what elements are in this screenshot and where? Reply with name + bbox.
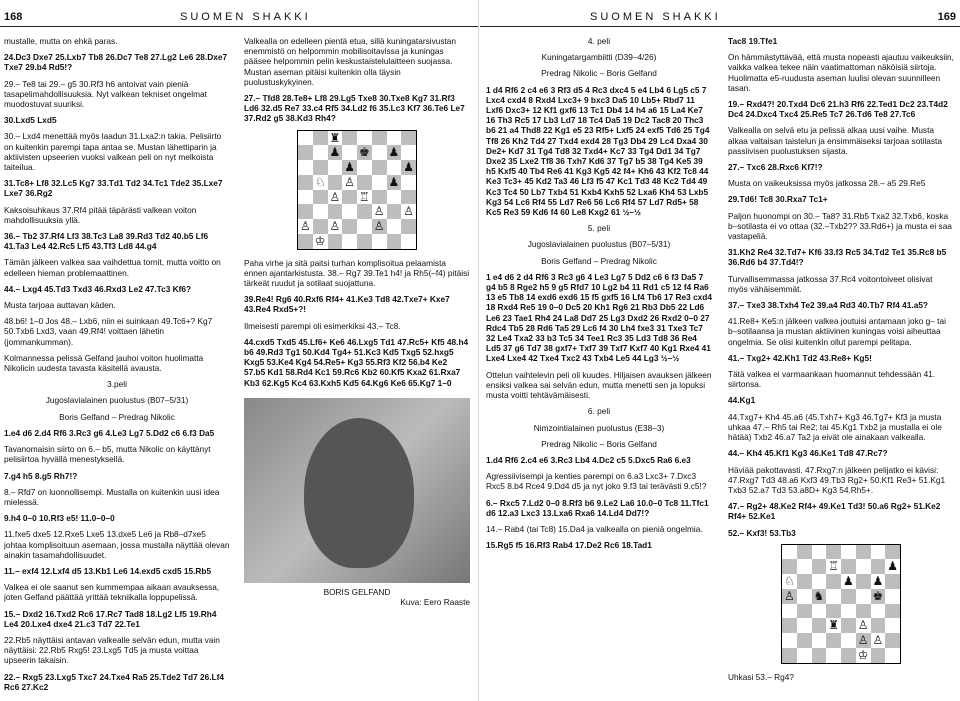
- commentary-paragraph: 29.– Te8 tai 29.– g5 30.Rf3 h6 antoivat vain pieniä tasapelimahdollisuuksia. Nyt valkean tekniset ongelmat muodostuvat suuriksi.: [4, 78, 207, 110]
- board-square: ♙: [872, 633, 884, 648]
- move-text: 44.Kg1: [728, 395, 756, 406]
- move-text: Tac8 19.Tfe1: [728, 36, 778, 46]
- commentary-paragraph: Boris Gelfand – Predrag Nikolic: [59, 411, 175, 422]
- move-text: 6.– Rxc5 7.Ld2 0–0 8.Rf3 b6 9.Le2 La6 10.0–0 Tc8 11.Tfc1 d6 12.a3 Lxc3 13.Lxa6 Rxa6 14.Ld4 Dd7!?: [486, 497, 709, 518]
- board-square: [885, 618, 900, 633]
- move-text: 9.h4 0–0 10.Rf3 e5! 11.0–0–0: [4, 513, 115, 524]
- board-square: ♟: [872, 574, 884, 589]
- running-title: SUOMEN SHAKKI: [180, 11, 311, 23]
- move-text: 44.– Kh4 45.Kf1 Kg3 46.Ke1 Td8 47.Rc7?: [728, 448, 888, 459]
- board-square: [797, 559, 812, 574]
- board-square: [298, 145, 313, 160]
- board-square: [357, 160, 372, 175]
- board-square: [871, 618, 886, 633]
- board-square: [841, 545, 856, 560]
- board-square: [856, 545, 871, 560]
- move-text: 1.d4 Rf6 2.c4 e6 3.Rc3 Lb4 4.Dc2 c5 5.Dxc5 Ra6 6.e3: [486, 454, 691, 465]
- board-square: ♙: [299, 219, 311, 234]
- board-square: [313, 160, 328, 175]
- commentary-paragraph: 48.b6! 1–0 Jos 48.– Lxb6, niin ei suinkaan 49.Tc6+? Kg7 50.Txb6 Lxd3, vaan 49.Rf4! voittaen lähetin (jommankumman).: [4, 316, 213, 347]
- board-square: [782, 633, 797, 648]
- board-square: [298, 234, 313, 249]
- commentary-paragraph: 14.– Rab4 (tai Tc8) 15.Da4 ja valkealla on pieniä ongelmia.: [486, 523, 703, 534]
- board-square: [797, 604, 812, 619]
- commentary-paragraph: Tämän jälkeen valkea saa vaihdettua tornit, mutta voitto on edelleen hieman problemaattinen.: [4, 257, 221, 278]
- move-text: 39.Re4! Rg6 40.Rxf6 Rf4+ 41.Ke3 Td8 42.Txe7+ Kxe7 43.Re4 Rxd5+?!: [244, 294, 450, 315]
- board-square: [812, 545, 827, 560]
- board-square: [357, 234, 372, 249]
- commentary-paragraph: Boris Gelfand – Predrag Nikolic: [541, 255, 657, 266]
- board-square: [856, 559, 871, 574]
- left-page: [0, 0, 479, 701]
- board-square: [797, 618, 812, 633]
- board-square: ♙: [344, 174, 355, 189]
- right-column-2: [728, 36, 954, 696]
- commentary-paragraph: Musta tarjoaa auttavan käden.: [4, 300, 116, 311]
- board-square: [342, 131, 357, 146]
- commentary-paragraph: 4. peli: [587, 36, 611, 46]
- board-square: [782, 648, 797, 663]
- photo-caption: BORIS GELFAND: [323, 586, 391, 597]
- board-square: ♟: [344, 160, 355, 175]
- board-square: [342, 190, 357, 205]
- board-square: [387, 160, 402, 175]
- commentary-paragraph: 11.fxe5 dxe5 12.Rxe5 Lxe5 13.dxe5 Le6 ja Rb8–d7xe5 johtaa komplisoituun asemaan, jossa mustalla näyttää olevan ainakin tasamahdollisuudet.: [4, 529, 230, 560]
- board-square: ♖: [358, 189, 370, 204]
- board-square: [841, 633, 856, 648]
- board-square: [871, 604, 886, 619]
- board-square: ♘: [314, 174, 326, 189]
- move-text: 36.– Tb2 37.Rf4 Lf3 38.Tc3 La8 39.Rd3 Td2 40.b5 Lf6 41.Ta3 Le4 42.Rc5 Lf5 43.Tf3 Ld8 44.g4: [4, 231, 209, 252]
- board-square: ♟: [887, 559, 898, 574]
- board-square: [401, 175, 416, 190]
- page-number: 168: [4, 11, 23, 23]
- board-square: ♟: [388, 174, 400, 189]
- commentary-paragraph: Tavanomaisin siirto on 6.– b5, mutta Nikolic on käyttänyt pelisiirtoa hyvällä menestyksellä.: [4, 444, 211, 465]
- commentary-paragraph: Häviää pakottavasti. 47.Rxg7:n jälkeen pelijatko ei kävisi: 47.Rxg7 Td3 48.a6 Kxf3 49.Tb3 Rg2+ 50.Kf1 Re3+ 51.Kg1 Txb3 52.a7 Td3 53.a8D+ Kg3 54.Rh5+.: [728, 464, 946, 495]
- board-square: [812, 648, 827, 663]
- left-column-2-bottom: [244, 258, 470, 388]
- running-title: SUOMEN SHAKKI: [590, 11, 721, 23]
- board-square: [826, 589, 841, 604]
- move-text: 27.– Txc6 28.Rxc6 Kf7!?: [728, 162, 823, 173]
- board-square: [401, 131, 416, 146]
- commentary-paragraph: 41.Re8+ Ke5:n jälkeen valkea joutuisi antamaan joko g– tai b–sotilaansa ja mustan aktiivinen kuningas voisi aiheuttaa ongelmia. Se olisi kuitenkin ollut parempi pelitapa.: [728, 316, 946, 347]
- board-square: [401, 219, 416, 234]
- commentary-paragraph: Kolmannessa pelissä Gelfand jauhoi voiton huolimatta Nikolicin uudesta tavasta käsitellä avausta.: [4, 352, 204, 374]
- board-square: ♙: [373, 204, 385, 219]
- commentary-paragraph: Turvallisemmassa jatkossa 37.Rc4 voitontoiveet olisivat myös vähäisemmät.: [728, 273, 933, 294]
- board-square: [313, 219, 328, 234]
- board-square: [387, 204, 402, 219]
- commentary-paragraph: Jugoslavialainen puolustus (B07–5/31): [45, 395, 189, 406]
- board-square: [841, 559, 856, 574]
- board-square: [387, 234, 402, 249]
- commentary-paragraph: 5. peli: [587, 223, 611, 234]
- board-square: [782, 618, 797, 633]
- move-text: 15.– Dxd2 16.Txd2 Rc6 17.Rc7 Tad8 18.Lg2 Lf5 19.Rh4 Le4 20.Lxe4 dxe4 21.c3 Td7 22.Te1: [4, 608, 217, 629]
- commentary-paragraph: Musta on vaikeuksissa myös jatkossa 28.– a5 29.Re5: [728, 178, 926, 189]
- board-square: [885, 574, 900, 589]
- left-column-2: [244, 36, 470, 696]
- board-square: ♙: [403, 204, 414, 219]
- board-square: [885, 589, 900, 604]
- board-square: [782, 604, 797, 619]
- board-square: [372, 145, 387, 160]
- board-square: ♟: [403, 160, 414, 175]
- commentary-paragraph: Kuningatargambiitti (D39–4/26): [541, 52, 657, 63]
- portrait-photo: [244, 398, 470, 583]
- commentary-paragraph: Valkealla on edelleen pientä etua, sillä kuningatarsivustan enemmistö on helpommin mobilisoitavissa ja kuningas pääsee helpommin pelin keskustaistelulaitteen suojassa. Mustan aseman pitäisi kuitenkin olla täysin puolustuskykyinen.: [244, 36, 457, 87]
- right-column-2-tail: [728, 672, 954, 682]
- board-square: [812, 559, 827, 574]
- board-square: [871, 559, 886, 574]
- board-square: [826, 604, 841, 619]
- move-text: 47.– Rg2+ 48.Ke2 Rf4+ 49.Ke1 Td3! 50.a6 Rg2+ 51.Ke2 Rf4+ 52.Ke1: [728, 501, 941, 522]
- board-square: ♟: [388, 145, 400, 160]
- move-text: 24.Dc3 Dxe7 25.Lxb7 Tb8 26.Dc7 Te8 27.Lg2 Le6 28.Dxe7 Txe7 29.b4 Rd5!?: [4, 52, 228, 73]
- board-square: [387, 190, 402, 205]
- board-square: [357, 175, 372, 190]
- board-square: [298, 190, 313, 205]
- move-text: 44.– Lxg4 45.Td3 Txd3 46.Rxd3 Le2 47.Tc3 Kf6?: [4, 283, 192, 294]
- board-square: [812, 618, 827, 633]
- board-square: [372, 175, 387, 190]
- commentary-paragraph: Paha virhe ja sitä paitsi turhan komplisoitua pelaamista ennen ajantarkistusta. 38.– Rg7 39.Te1 h4! ja Rh5(–f4) pitäisi tärkeät ruudut ja sotilaat suojattuna.: [244, 257, 470, 289]
- move-text: 11.– exf4 12.Lxf4 d5 13.Kb1 Le6 14.exd5 cxd5 15.Rb5: [4, 565, 212, 576]
- board-square: ♙: [857, 618, 869, 633]
- move-text: 7.g4 h5 8.g5 Rh7!?: [4, 470, 78, 481]
- commentary-paragraph: Uhkasi 53.– Rg4?: [728, 671, 794, 682]
- board-square: [313, 145, 328, 160]
- move-text: 30.Lxd5 Lxd5: [4, 115, 57, 126]
- board-square: [401, 145, 416, 160]
- board-square: [342, 204, 357, 219]
- board-square: [328, 234, 343, 249]
- board-square: [797, 589, 812, 604]
- board-square: [885, 604, 900, 619]
- commentary-paragraph: Agressiivisempi ja kenties parempi on 6.a3 Lxc3+ 7.Dxc3 Rxc5 8.b4 Rce4 9.Dd4 d5 ja nyt joko 9.f3 tai terävästi 9.c5!?: [486, 471, 707, 492]
- commentary-paragraph: Ottelun vaihtelevin peli oli kuudes. Hiljaisen avauksen jälkeen ensiksi valkea sai selvän edun, mutta menetti sen ja lopuksi musta voitti tehtävämäisesti.: [486, 369, 712, 401]
- board-square: ♙: [329, 219, 341, 234]
- commentary-paragraph: On hämmästyttävää, että musta nopeasti ajautuu vaikeuksiin, vaikka valkea tekee näin vaatimattoman näköisiä siirtoja. Huolimatta e5-ruudusta aseman luulisi olevan suunnilleen tasan.: [728, 52, 954, 93]
- commentary-paragraph: Predrag Nikolic – Boris Gelfand: [541, 438, 657, 449]
- board-square: [401, 234, 416, 249]
- board-square: ♙: [783, 588, 795, 603]
- commentary-paragraph: Jugoslavialainen puolustus (B07–5/31): [527, 239, 671, 250]
- chess-diagram: [297, 130, 417, 250]
- board-square: [313, 204, 328, 219]
- board-square: [298, 175, 313, 190]
- move-text: 41.– Txg2+ 42.Kh1 Td2 43.Re8+ Kg5!: [728, 352, 872, 363]
- move-text: 1 d4 Rf6 2 c4 e6 3 Rf3 d5 4 Rc3 dxc4 5 e4 Lb4 6 Lg5 c5 7 Lxc4 cxd4 8 Rxd4 Lxc3+ 9 bxc3 Da5 10 Lb5+ Rbd7 11 Lxf6 Dxc3+ 12 Kf1 gxf6 13 Tc1 Db4 14 h4 a6 15 La4 Ke7 16 Th3 Rc5 17 Lb3 Ld7 18 Tc4 Da5 19 Dc2 Tac8 20 Thc3 b6 21 a4 Thd8 22 Kg1 e5 23 Rf5+ Lxf5 24 exf5 Td6 25 Tg4 Tf8 26 Kh2 Td4 27 Txd4 exd4 28 Tg3 Db4 29 Lc4 Dxa4 30 De2+ Kd7 31 Tg4 Td8 32 Txd4+ Kc7 33 Tg4 Dd1 34 Tg7 Dxe2 35 Lxe2 Tf8 36 Txh7 Kd6 37 Tg7 b5 38 Tg4 Ke5 39 h5 Kxf5 40 Tb4 Re6 41 Kg3 Kg5 42 f4+ Kh6 43 Kf2 Tc8 44 Ke3 Tc3+ 45 Kd2 Ta3 46 Lf3 f5 47 Kc1 Td3 48 Kc2 Td4 49 Kc3 Tc4 50 Lb7 Txb4 51 Kxb4 Kxh5 52 Lxa6 Kh4 53 Lxb5 Kg3 54 Lc6 Rf4 55 Ld7 Re6 56 Lc6 Rf4 57 Ld7 Rd5+ 58 Kc5 Re3 59 Kd6 f4 60 Le8 Kxg2 61 ½–½: [486, 84, 710, 218]
- portrait-face: [304, 418, 414, 568]
- board-square: ♙: [857, 633, 869, 648]
- move-text: 27.– Tfd8 28.Te8+ Lf8 29.Lg5 Txe8 30.Txe8 Kg7 31.Rf3 Ld6 32.d5 Re7 33.c4 Rf5 34.Ld2 f6 35.Lc3 Kf7 36.Te6 Le7 37.Rd2 g5 38.Kd3 Rh4?: [244, 93, 465, 124]
- commentary-paragraph: mustalle, mutta on ehkä paras.: [4, 36, 118, 46]
- board-square: [342, 234, 357, 249]
- page-number: 169: [937, 11, 956, 23]
- board-square: [357, 204, 372, 219]
- move-text: 29.Td6! Tc8 30.Rxa7 Tc1+: [728, 194, 828, 205]
- commentary-paragraph: Ilmeisesti parempi oli esimerkiksi 43.– Tc8.: [244, 320, 401, 331]
- board-square: ♞: [813, 588, 825, 603]
- board-square: [797, 633, 812, 648]
- left-header: [0, 4, 478, 27]
- board-square: ♙: [329, 189, 341, 204]
- board-square: [812, 574, 827, 589]
- move-text: 19.– Rxd4?! 20.Txd4 Dc6 21.h3 Rf6 22.Ted1 Dc2 23.T4d2 Dc4 24.Dxc4 Txc4 25.Re5 Tc7 26.Td6 Te8 27.Tc6: [728, 99, 948, 120]
- board-square: [372, 131, 387, 146]
- move-text: 15.Rg5 f5 16.Rf3 Rab4 17.De2 Rc6 18.Tad1: [486, 540, 652, 551]
- commentary-paragraph: Tätä valkea ei varmaankaan huomannut tehdessään 41. siirtonsa.: [728, 369, 936, 390]
- left-column-2-top: [244, 36, 470, 124]
- board-square: [298, 160, 313, 175]
- board-square: [372, 160, 387, 175]
- board-square: [298, 204, 313, 219]
- board-square: [856, 604, 871, 619]
- board-square: [797, 545, 812, 560]
- move-text: 31.Kh2 Re4 32.Td7+ Kf6 33.f3 Rc5 34.Td2 Te1 35.Rc8 b5 36.Rd6 b4 37.Td4!?: [728, 247, 947, 268]
- commentary-paragraph: Nimzointialainen puolustus (E38–3): [533, 422, 665, 433]
- commentary-paragraph: Paljon huonompi on 30.– Ta8? 31.Rb5 Txa2 32.Txb6, koska b–sotilasta ei vo ottaa (32.–Txb2?? 33.Rd6+) ja musta ei saa vastapeliä.: [728, 210, 952, 242]
- move-text: 44.cxd5 Txd5 45.Lf6+ Ke6 46.Lxg5 Td1 47.Rc5+ Kf5 48.h4 b6 49.Rd3 Tg1 50.Kd4 Tg4+ 51.Kc3 Kd5 Txg5 52.hxg5 Kxg5 53.Ke4 Kg4 54.Re5+ Kg3 55.Rf3 Kf2 56.b4 Ke2 57.b5 Kd1 58.Rd4 Kc1 59.Rc6 Kb2 60.Kf5 Kxa2 61.Rxa7 Kb3 62.Kg5 Kc4 63.Kxh5 Kd5 64.Kg6 Ke6 65.Kg7 1–0: [244, 336, 469, 388]
- board-square: [782, 545, 797, 560]
- board-square: [841, 618, 856, 633]
- board-square: ♜: [329, 130, 341, 145]
- board-square: [797, 574, 812, 589]
- board-square: [782, 559, 797, 574]
- board-square: ♙: [373, 219, 385, 234]
- move-text: 1.e4 d6 2.d4 Rf6 3.Rc3 g6 4.Le3 Lg7 5.Dd2 c6 6.f3 Da5: [4, 427, 215, 438]
- board-square: [885, 545, 900, 560]
- commentary-paragraph: 8.– Rfd7 on luonnollisempi. Mustalla on kuitenkin uusi idea mielessä.: [4, 486, 220, 507]
- board-square: [826, 545, 841, 560]
- board-square: [372, 190, 387, 205]
- board-square: [826, 633, 841, 648]
- board-square: [841, 589, 856, 604]
- move-text: 31.Tc8+ Lf8 32.Lc5 Kg7 33.Td1 Td2 34.Tc1 Tde2 35.Lxe7 Lxe7 36.Rg2: [4, 178, 223, 199]
- board-square: [298, 131, 313, 146]
- board-square: [342, 219, 357, 234]
- board-square: [313, 131, 328, 146]
- commentary-paragraph: 3.peli: [107, 379, 127, 390]
- board-square: [401, 190, 416, 205]
- board-square: ♘: [783, 574, 795, 589]
- board-square: [387, 131, 402, 146]
- board-square: ♚: [872, 588, 884, 603]
- photo-credit: Kuva: Eero Raaste: [400, 597, 470, 608]
- right-column-1: [486, 36, 712, 696]
- board-square: [357, 219, 372, 234]
- board-square: [357, 131, 372, 146]
- board-square: [826, 574, 841, 589]
- commentary-paragraph: 44.Txg7+ Kh4 45.a6 (45.Txh7+ Kg3 46.Tg7+ Kf3 ja musta uhkaa 47.– Rh5 tai Re2; tai 45.Kg1 Txb2 ja mustalla ei ole hätää) Txb2 46.a7 Ta2 ja eivät ole ainakaan valkealla.: [728, 411, 942, 443]
- board-square: [328, 160, 343, 175]
- commentary-paragraph: Valkea ei ole saanut sen kummempaa aikaan avauksessa, joten Gelfand päättää yrittää tekniikalla loppupelissä.: [4, 582, 220, 603]
- board-square: [841, 604, 856, 619]
- board-square: [856, 574, 871, 589]
- move-text: 1 e4 d6 2 d4 Rf6 3 Rc3 g6 4 Le3 Lg7 5 Dd2 c6 6 f3 Da5 7 g4 b5 8 Rge2 h5 9 g5 Rfd7 10 Lg2 b4 11 Rd1 c5 12 f4 Ra6 13 e5 Tb8 14 exd6 exd6 15 f5 gxf5 16 Lf4 Tb6 17 Re3 cxd4 18 Rxd4 Re5 19 0–0 Dc5 20 Kh1 Rg6 21 Rb3 Db5 22 Ld6 Le6 23 Tae1 Rh4 24 La8 Dd7 25 Lg3 Dxd2 26 Rxd2 0–0 27 Rdc4 Tb5 28 Rd6 Ta5 29 Lc6 f4 30 Lh4 fxe3 31 Txe3 Tc7 32 Le4 Txa2 33 b3 Tc5 34 Tee1 Rc3 35 Ld3 Td8 36 Re4 Ld5 37 g6 Td7 38 gxf7+ Txf7 39 Txf7 Kxf7 40 Kg1 Rxe4 41 Lxe4 Lxe4 42 Txe4 Txc2 43 Txb4 Le5 44 Lg3 ½–½: [486, 271, 712, 364]
- move-text: 22.– Rxg5 23.Lxg5 Txc7 24.Txe4 Ra5 25.Tde2 Td7 26.Lf4 Rc6 27.Kc2: [4, 671, 224, 692]
- board-square: ♜: [828, 618, 839, 633]
- board-square: [885, 633, 900, 648]
- board-square: [871, 545, 886, 560]
- board-square: [885, 648, 900, 663]
- commentary-paragraph: 30.– Lxd4 menettää myös laadun 31.Lxa2:n takia. Pelisiirto on kuitenkin parempi tapa antaa se. Mustan lähettiparin ja aktiivisten upseerien vuoksi valkean peli on nyt melkoista taiteilua.: [4, 131, 222, 173]
- board-square: [313, 190, 328, 205]
- left-column-1: [4, 36, 230, 696]
- right-header: [480, 4, 960, 27]
- board-square: [797, 648, 812, 663]
- board-square: [328, 175, 343, 190]
- commentary-paragraph: Kaksoisuhkaus 37.Rf4 pitää täpärästi valkean voiton mahdollisuuksia yllä.: [4, 204, 197, 225]
- board-square: ♟: [842, 574, 854, 589]
- board-square: [372, 234, 387, 249]
- board-square: [826, 648, 841, 663]
- board-square: [856, 589, 871, 604]
- board-square: ♖: [828, 559, 839, 574]
- board-square: [342, 145, 357, 160]
- board-square: [812, 633, 827, 648]
- commentary-paragraph: Valkealla on selvä etu ja pelissä alkaa uusi vaihe. Musta alkaa valtaisan taistelun ja ensimmäiseksi tarjoaa sotilasta passiivisen puolustuksen sijasta.: [728, 125, 942, 156]
- board-square: [328, 204, 343, 219]
- right-page: [480, 0, 960, 701]
- move-text: 37.– Txe3 38.Txh4 Te2 39.a4 Rd3 40.Tb7 Rf4 41.a5?: [728, 300, 929, 311]
- commentary-paragraph: 22.Rb5 näyttäisi antavan valkealle selvän edun, mutta vain näyttäisi: 22.Rb5 Rxg5! 23.Lxg5 Td5 ja musta voittaa upseerin takaisin.: [4, 634, 220, 666]
- board-square: ♟: [329, 145, 341, 160]
- board-square: [387, 219, 402, 234]
- chess-diagram: [781, 544, 901, 664]
- board-square: ♔: [857, 647, 869, 662]
- commentary-paragraph: Predrag Nikolic – Boris Gelfand: [541, 68, 657, 79]
- board-square: ♚: [358, 145, 370, 160]
- right-column-2-text: [728, 36, 954, 538]
- board-square: [871, 648, 886, 663]
- board-square: ♔: [314, 233, 326, 248]
- move-text: 52.– Kxf3! 53.Tb3: [728, 527, 796, 538]
- board-square: [812, 604, 827, 619]
- commentary-paragraph: 6. peli: [587, 406, 611, 417]
- board-square: [841, 648, 856, 663]
